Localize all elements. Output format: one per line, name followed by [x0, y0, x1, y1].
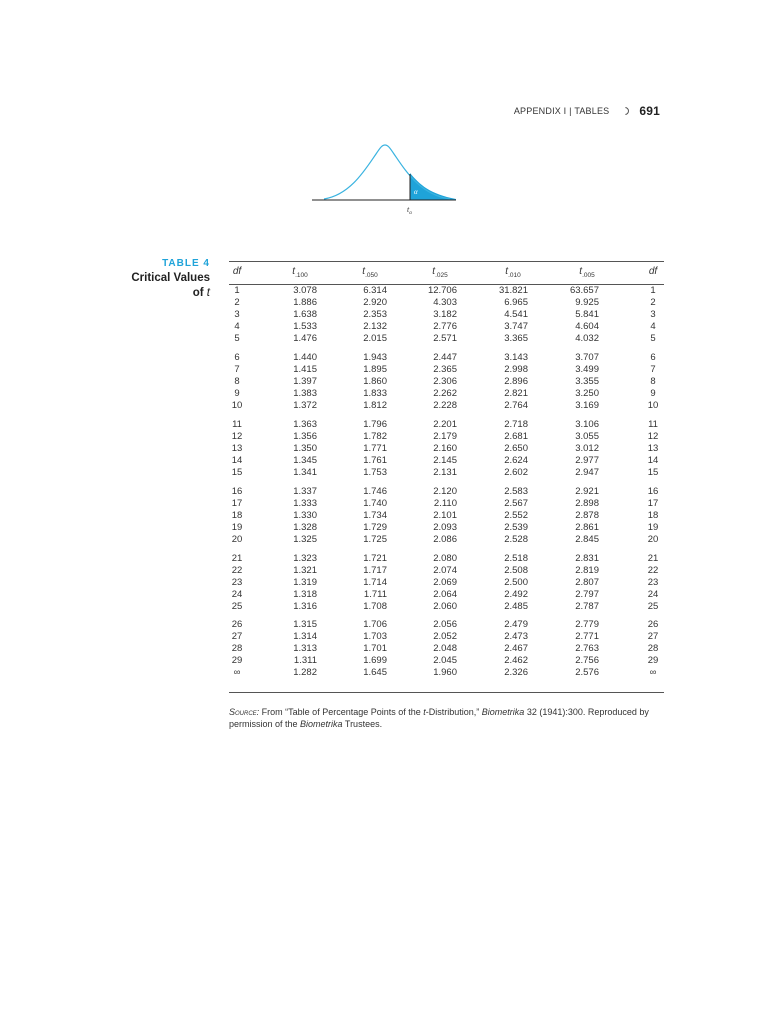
- table-row-group: [229, 553, 664, 613]
- value-cell: 2.353: [363, 309, 387, 320]
- col-header-t010: $t_{.010}$: [505, 266, 521, 279]
- df-cell: 17: [647, 497, 659, 509]
- value-cell: 1.315: [293, 619, 317, 631]
- df-cell: 23: [647, 576, 659, 588]
- table-row: [229, 498, 664, 510]
- value-cell: 2.056: [433, 619, 457, 631]
- value-cell: 4.604: [575, 321, 599, 332]
- df-cell: 28: [647, 643, 659, 655]
- table-bottom-rule: [229, 692, 664, 693]
- table-row: [229, 309, 664, 321]
- value-cell: 1.753: [363, 466, 387, 478]
- value-cell: 2.179: [433, 430, 457, 442]
- value-cell: 2.776: [433, 321, 457, 332]
- value-cell: 2.093: [433, 521, 457, 533]
- half-circle-icon: [621, 107, 629, 115]
- value-cell: 3.182: [433, 309, 457, 320]
- value-cell: 2.080: [433, 552, 457, 564]
- table-row: [229, 631, 664, 643]
- df-cell: 4: [234, 321, 240, 332]
- value-cell: 1.701: [363, 643, 387, 655]
- df-cell: 15: [231, 466, 243, 478]
- value-cell: 63.657: [569, 285, 599, 296]
- value-cell: 1.476: [293, 333, 317, 344]
- value-cell: 2.821: [504, 387, 528, 399]
- value-cell: 4.032: [575, 333, 599, 344]
- value-cell: 1.345: [293, 454, 317, 466]
- value-cell: 2.571: [433, 333, 457, 344]
- value-cell: 2.201: [433, 418, 457, 430]
- value-cell: 2.624: [504, 454, 528, 466]
- value-cell: 2.086: [433, 533, 457, 545]
- value-cell: 2.681: [504, 430, 528, 442]
- value-cell: 1.321: [293, 564, 317, 576]
- value-cell: 2.576: [575, 667, 599, 679]
- value-cell: 1.415: [293, 363, 317, 375]
- df-cell: 16: [231, 485, 243, 497]
- value-cell: 1.734: [363, 509, 387, 521]
- table-row: [229, 522, 664, 534]
- value-cell: 1.323: [293, 552, 317, 564]
- value-cell: 2.819: [575, 564, 599, 576]
- value-cell: 1.341: [293, 466, 317, 478]
- value-cell: 1.645: [363, 667, 387, 679]
- value-cell: 2.074: [433, 564, 457, 576]
- df-cell: 3: [234, 309, 240, 320]
- table-row-group: [229, 486, 664, 546]
- col-header-t050: $t_{.050}$: [362, 266, 378, 279]
- value-cell: 3.747: [504, 321, 528, 332]
- df-cell: ∞: [649, 667, 657, 679]
- value-cell: 4.541: [504, 309, 528, 320]
- table-caption: [110, 258, 210, 301]
- value-cell: 2.131: [433, 466, 457, 478]
- value-cell: 2.479: [504, 619, 528, 631]
- value-cell: 1.372: [293, 399, 317, 411]
- df-cell: 29: [647, 655, 659, 667]
- table-row: [229, 643, 664, 655]
- table-row: [229, 431, 664, 443]
- value-cell: 3.169: [575, 399, 599, 411]
- table-row-group: [229, 285, 664, 345]
- value-cell: 2.528: [504, 533, 528, 545]
- value-cell: 2.365: [433, 363, 457, 375]
- value-cell: 1.782: [363, 430, 387, 442]
- df-cell: 6: [234, 351, 240, 363]
- running-head: APPENDIX I | TABLES 691: [513, 104, 660, 118]
- table-row-group: [229, 619, 664, 679]
- value-cell: 2.306: [433, 375, 457, 387]
- value-cell: 2.896: [504, 375, 528, 387]
- value-cell: 2.228: [433, 399, 457, 411]
- value-cell: 2.060: [433, 600, 457, 612]
- value-cell: 31.821: [498, 285, 528, 296]
- table-row: [229, 352, 664, 364]
- value-cell: 2.552: [504, 509, 528, 521]
- df-cell: 14: [647, 454, 659, 466]
- table-row: [229, 333, 664, 345]
- value-cell: 2.539: [504, 521, 528, 533]
- value-cell: 1.319: [293, 576, 317, 588]
- value-cell: 2.120: [433, 485, 457, 497]
- df-cell: 26: [231, 619, 243, 631]
- value-cell: 3.106: [575, 418, 599, 430]
- value-cell: 1.337: [293, 485, 317, 497]
- value-cell: 2.878: [575, 509, 599, 521]
- table-row: [229, 297, 664, 309]
- value-cell: 2.898: [575, 497, 599, 509]
- value-cell: 1.333: [293, 497, 317, 509]
- value-cell: 1.895: [363, 363, 387, 375]
- value-cell: 2.807: [575, 576, 599, 588]
- df-cell: 10: [647, 399, 659, 411]
- df-cell: 13: [647, 442, 659, 454]
- value-cell: 2.756: [575, 655, 599, 667]
- df-cell: 5: [650, 333, 656, 344]
- table-row: [229, 601, 664, 613]
- df-cell: 24: [231, 588, 243, 600]
- value-cell: 3.012: [575, 442, 599, 454]
- value-cell: 1.771: [363, 442, 387, 454]
- df-cell: 25: [647, 600, 659, 612]
- value-cell: 12.706: [427, 285, 457, 296]
- table-row: [229, 443, 664, 455]
- value-cell: 3.078: [293, 285, 317, 296]
- df-cell: 20: [647, 533, 659, 545]
- df-cell: 27: [231, 631, 243, 643]
- page-number: 691: [639, 104, 660, 118]
- value-cell: 2.508: [504, 564, 528, 576]
- df-cell: 4: [650, 321, 656, 332]
- df-cell: 1: [650, 285, 656, 296]
- table-row: [229, 565, 664, 577]
- value-cell: 2.921: [575, 485, 599, 497]
- df-cell: 21: [647, 552, 659, 564]
- df-cell: 12: [231, 430, 243, 442]
- value-cell: 3.707: [575, 351, 599, 363]
- value-cell: 2.763: [575, 643, 599, 655]
- value-cell: 1.833: [363, 387, 387, 399]
- value-cell: 1.282: [293, 667, 317, 679]
- value-cell: 2.650: [504, 442, 528, 454]
- value-cell: 1.440: [293, 351, 317, 363]
- df-cell: 28: [231, 643, 243, 655]
- table-row: [229, 467, 664, 479]
- value-cell: 2.764: [504, 399, 528, 411]
- table-top-rule: [229, 261, 664, 262]
- value-cell: 2.500: [504, 576, 528, 588]
- source-note: Source: From “Table of Percentage Points of the t-Distribution,” Biometrika 32 (1941):300. Reproduced by permission of the Biometrika Trustees.: [229, 707, 649, 729]
- value-cell: 2.048: [433, 643, 457, 655]
- df-cell: 7: [650, 363, 656, 375]
- value-cell: 2.262: [433, 387, 457, 399]
- value-cell: 1.533: [293, 321, 317, 332]
- value-cell: 2.947: [575, 466, 599, 478]
- value-cell: 1.325: [293, 533, 317, 545]
- value-cell: 2.145: [433, 454, 457, 466]
- table-body: [229, 285, 664, 686]
- df-cell: 22: [647, 564, 659, 576]
- value-cell: 2.462: [504, 655, 528, 667]
- value-cell: 3.250: [575, 387, 599, 399]
- value-cell: 5.841: [575, 309, 599, 320]
- table-row: [229, 510, 664, 522]
- value-cell: 2.485: [504, 600, 528, 612]
- value-cell: 3.355: [575, 375, 599, 387]
- df-cell: 17: [231, 497, 243, 509]
- value-cell: 2.602: [504, 466, 528, 478]
- value-cell: 1.314: [293, 631, 317, 643]
- value-cell: 2.069: [433, 576, 457, 588]
- df-cell: 1: [234, 285, 240, 296]
- value-cell: 1.699: [363, 655, 387, 667]
- table-row: [229, 486, 664, 498]
- value-cell: 2.977: [575, 454, 599, 466]
- value-cell: 1.318: [293, 588, 317, 600]
- value-cell: 1.708: [363, 600, 387, 612]
- value-cell: 1.812: [363, 399, 387, 411]
- df-cell: 19: [647, 521, 659, 533]
- value-cell: 2.045: [433, 655, 457, 667]
- value-cell: 1.311: [293, 655, 317, 667]
- value-cell: 2.567: [504, 497, 528, 509]
- df-cell: 8: [650, 375, 656, 387]
- value-cell: 1.703: [363, 631, 387, 643]
- value-cell: 1.721: [363, 552, 387, 564]
- table-row-group: [229, 419, 664, 479]
- value-cell: 1.943: [363, 351, 387, 363]
- df-cell: 27: [647, 631, 659, 643]
- table-label: TABLE 4: [162, 258, 210, 269]
- df-cell: 19: [231, 521, 243, 533]
- value-cell: 1.886: [293, 297, 317, 308]
- table-row: [229, 534, 664, 546]
- table-row: [229, 619, 664, 631]
- col-header-t005: $t_{.005}$: [579, 266, 595, 279]
- df-cell: 9: [234, 387, 240, 399]
- value-cell: 1.746: [363, 485, 387, 497]
- value-cell: 2.787: [575, 600, 599, 612]
- value-cell: 1.363: [293, 418, 317, 430]
- density-curve: [324, 145, 450, 199]
- value-cell: 1.711: [363, 588, 387, 600]
- table-row: [229, 589, 664, 601]
- value-cell: 1.328: [293, 521, 317, 533]
- value-cell: 2.492: [504, 588, 528, 600]
- value-cell: 3.143: [504, 351, 528, 363]
- value-cell: 6.314: [363, 285, 387, 296]
- table-row: [229, 553, 664, 565]
- df-cell: 26: [647, 619, 659, 631]
- t-distribution-figure: [310, 140, 460, 216]
- df-cell: 11: [648, 418, 658, 430]
- value-cell: 1.356: [293, 430, 317, 442]
- df-cell: 11: [232, 418, 242, 430]
- table-row: [229, 364, 664, 376]
- col-header-t025: $t_{.025}$: [432, 266, 448, 279]
- col-header-t100: $t_{.100}$: [292, 266, 308, 279]
- df-cell: 9: [650, 387, 656, 399]
- df-cell: 18: [647, 509, 659, 521]
- df-cell: 21: [231, 552, 243, 564]
- table-row: [229, 655, 664, 667]
- df-cell: 22: [231, 564, 243, 576]
- value-cell: 3.055: [575, 430, 599, 442]
- df-cell: 13: [231, 442, 243, 454]
- df-cell: 20: [231, 533, 243, 545]
- value-cell: 2.064: [433, 588, 457, 600]
- value-cell: 3.365: [504, 333, 528, 344]
- table-row: [229, 285, 664, 297]
- df-cell: 7: [234, 363, 240, 375]
- table-row: [229, 577, 664, 589]
- df-cell: 3: [650, 309, 656, 320]
- value-cell: 2.831: [575, 552, 599, 564]
- df-cell: 6: [650, 351, 656, 363]
- value-cell: 2.583: [504, 485, 528, 497]
- value-cell: 1.714: [363, 576, 387, 588]
- df-cell: 23: [231, 576, 243, 588]
- value-cell: 1.313: [293, 643, 317, 655]
- table-row: [229, 321, 664, 333]
- value-cell: 1.729: [363, 521, 387, 533]
- df-cell: 12: [647, 430, 659, 442]
- value-cell: 2.920: [363, 297, 387, 308]
- value-cell: 2.998: [504, 363, 528, 375]
- value-cell: 2.467: [504, 643, 528, 655]
- df-cell: 14: [231, 454, 243, 466]
- df-cell: 2: [234, 297, 240, 308]
- table-row: [229, 388, 664, 400]
- df-cell: 29: [231, 655, 243, 667]
- value-cell: 2.518: [504, 552, 528, 564]
- table-row-group: [229, 352, 664, 412]
- value-cell: 2.861: [575, 521, 599, 533]
- t-alpha-label: $t_\alpha$: [407, 205, 412, 216]
- value-cell: 2.447: [433, 351, 457, 363]
- value-cell: 2.473: [504, 631, 528, 643]
- df-cell: 2: [650, 297, 656, 308]
- value-cell: 1.796: [363, 418, 387, 430]
- df-cell: 8: [234, 375, 240, 387]
- value-cell: 1.330: [293, 509, 317, 521]
- value-cell: 2.718: [504, 418, 528, 430]
- value-cell: 2.845: [575, 533, 599, 545]
- value-cell: 1.316: [293, 600, 317, 612]
- value-cell: 2.326: [504, 667, 528, 679]
- value-cell: 2.771: [575, 631, 599, 643]
- value-cell: 1.761: [363, 454, 387, 466]
- value-cell: 2.779: [575, 619, 599, 631]
- value-cell: 1.740: [363, 497, 387, 509]
- value-cell: 1.717: [363, 564, 387, 576]
- running-head-section: APPENDIX I: [513, 106, 567, 116]
- df-cell: 25: [231, 600, 243, 612]
- value-cell: 1.397: [293, 375, 317, 387]
- value-cell: 6.965: [504, 297, 528, 308]
- value-cell: 9.925: [575, 297, 599, 308]
- table-row: [229, 455, 664, 467]
- value-cell: 1.350: [293, 442, 317, 454]
- df-header-left: df: [232, 266, 242, 277]
- df-cell: 15: [647, 466, 659, 478]
- value-cell: 2.132: [363, 321, 387, 332]
- df-cell: ∞: [233, 667, 241, 679]
- value-cell: 2.110: [433, 497, 457, 509]
- value-cell: 1.860: [363, 375, 387, 387]
- value-cell: 1.638: [293, 309, 317, 320]
- value-cell: 2.797: [575, 588, 599, 600]
- alpha-label: α: [414, 188, 418, 196]
- value-cell: 2.052: [433, 631, 457, 643]
- table-row: [229, 376, 664, 388]
- value-cell: 2.160: [433, 442, 457, 454]
- table-row: [229, 667, 664, 679]
- df-header-right: df: [648, 266, 658, 277]
- table-row: [229, 400, 664, 412]
- value-cell: 4.303: [433, 297, 457, 308]
- value-cell: 1.725: [363, 533, 387, 545]
- value-cell: 2.101: [433, 509, 457, 521]
- table-title: Critical Values of t: [131, 272, 210, 299]
- df-cell: 5: [234, 333, 240, 344]
- table-row: [229, 419, 664, 431]
- value-cell: 1.706: [363, 619, 387, 631]
- value-cell: 3.499: [575, 363, 599, 375]
- value-cell: 1.383: [293, 387, 317, 399]
- df-cell: 10: [231, 399, 243, 411]
- value-cell: 1.960: [433, 667, 457, 679]
- df-cell: 18: [231, 509, 243, 521]
- running-head-subsection: TABLES: [574, 106, 610, 116]
- df-cell: 16: [647, 485, 659, 497]
- value-cell: 2.015: [363, 333, 387, 344]
- df-cell: 24: [647, 588, 659, 600]
